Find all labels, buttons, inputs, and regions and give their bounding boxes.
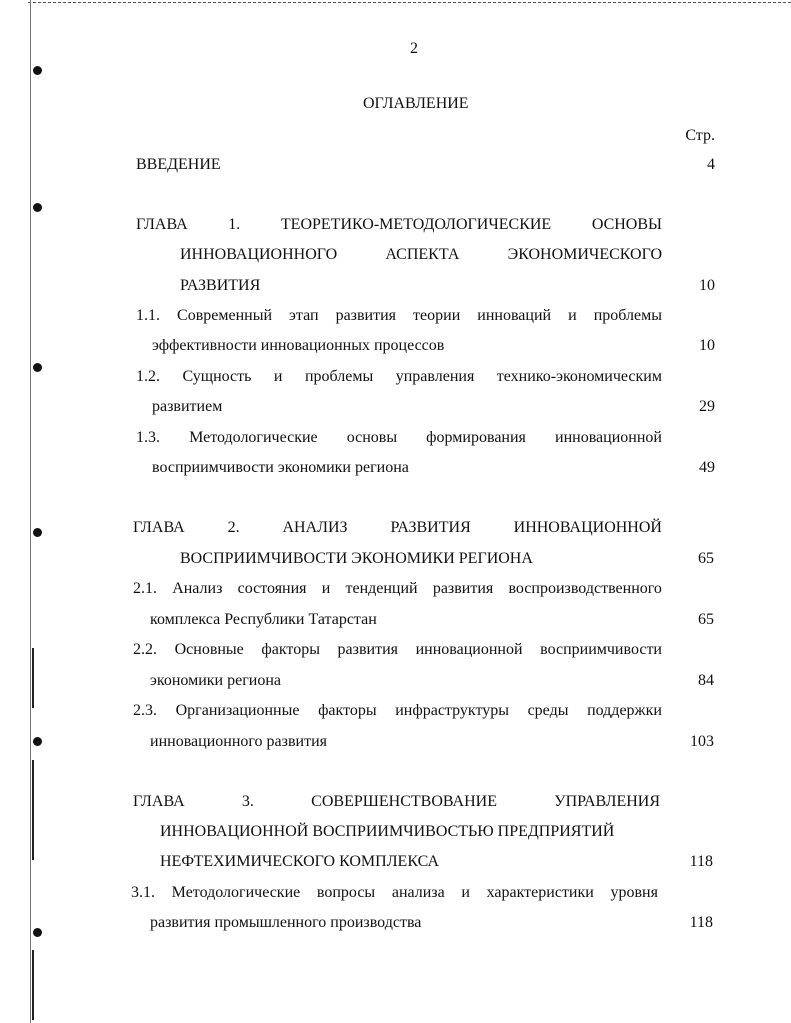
word: восприимчивости: [540, 641, 662, 658]
word: проблемы: [593, 307, 662, 324]
word: среды: [527, 702, 569, 719]
word: факторы: [318, 702, 377, 719]
word: развития: [337, 641, 398, 658]
toc-section-2-1: [133, 580, 662, 598]
word: этап: [289, 307, 319, 324]
scan-top-edge: [28, 2, 791, 3]
word: СОВЕРШЕНСТВОВАНИЕ: [311, 793, 497, 810]
word: и: [461, 884, 470, 901]
toc-chapter-2-heading: [133, 519, 662, 537]
toc-section-2-3: [133, 702, 662, 720]
toc-section-1-3-page: 49: [699, 459, 715, 476]
binding-hole: [33, 528, 42, 537]
scan-margin-mark: [32, 648, 34, 708]
toc-section-1-1: [136, 307, 662, 325]
word: Организационные: [175, 702, 300, 719]
word: тенденций: [345, 580, 418, 597]
word: ГЛАВА: [136, 216, 188, 233]
binding-hole: [33, 363, 42, 372]
toc-intro-label: ВВЕДЕНИЕ: [136, 156, 221, 173]
word: ЭКОНОМИЧЕСКОГО: [507, 246, 662, 263]
toc-chapter-3-heading-line3: НЕФТЕХИМИЧЕСКОГО КОМПЛЕКСА: [160, 853, 440, 870]
word: Современный: [177, 307, 273, 324]
word: управления: [395, 368, 475, 385]
word: ГЛАВА: [133, 793, 185, 810]
toc-chapter-2-page: 65: [698, 550, 714, 567]
word: поддержки: [587, 702, 662, 719]
word: и: [568, 307, 577, 324]
word: факторы: [261, 641, 320, 658]
toc-chapter-1-page: 10: [699, 277, 715, 294]
word: Методологические: [189, 429, 318, 446]
toc-section-1-1-page: 10: [699, 337, 715, 354]
word: УПРАВЛЕНИЯ: [554, 793, 660, 810]
word: ТЕОРЕТИКО-МЕТОДОЛОГИЧЕСКИЕ: [280, 216, 552, 233]
toc-section-3-1: [131, 884, 658, 902]
word: 1.3.: [136, 429, 160, 446]
toc-section-2-3-line2: инновационного развития: [150, 733, 327, 750]
scan-margin-mark: [32, 760, 34, 860]
toc-section-2-1-page: 65: [698, 611, 714, 628]
word: и: [273, 368, 283, 385]
toc-chapter-3-heading-line2: ИННОВАЦИОННОЙ ВОСПРИИМЧИВОСТЬЮ ПРЕДПРИЯТИЙ: [160, 823, 615, 840]
word: Сущность: [182, 368, 252, 385]
toc-section-2-2: [133, 641, 662, 659]
word: инноваций: [477, 307, 552, 324]
toc-section-2-3-page: 103: [690, 733, 714, 750]
word: 2.3.: [133, 702, 157, 719]
word: 2.: [227, 519, 240, 536]
word: развития: [432, 580, 494, 597]
word: ОСНОВЫ: [591, 216, 662, 233]
word: инфраструктуры: [395, 702, 509, 719]
toc-section-1-3: [136, 429, 662, 447]
word: Методологические: [171, 884, 301, 901]
word: 2.2.: [133, 641, 157, 658]
word: 3.: [241, 793, 254, 810]
word: инновационной: [415, 641, 523, 658]
page-number: 2: [410, 40, 418, 57]
toc-section-1-2: [136, 368, 662, 386]
toc-chapter-3-heading: [133, 793, 660, 811]
binding-hole: [33, 737, 42, 746]
word: теории: [413, 307, 461, 324]
word: развития: [335, 307, 397, 324]
word: формирования: [426, 429, 526, 446]
page-column-label: Стр.: [685, 127, 715, 144]
word: 3.1.: [131, 884, 155, 901]
word: уровня: [610, 884, 658, 901]
word: технико-экономическим: [496, 368, 662, 385]
toc-section-3-1-line2: развития промышленного производства: [150, 914, 422, 931]
toc-section-2-1-line2: комплекса Республики Татарстан: [150, 611, 377, 628]
toc-section-1-2-page: 29: [699, 398, 715, 415]
word: анализа: [391, 884, 445, 901]
toc-chapter-3-page: 118: [689, 853, 713, 870]
word: 1.: [228, 216, 241, 233]
toc-section-1-2-line2: развитием: [152, 398, 223, 415]
binding-hole: [33, 928, 42, 937]
word: АСПЕКТА: [385, 246, 460, 263]
word: основы: [346, 429, 398, 446]
toc-section-1-1-line2: эффективности инновационных процессов: [152, 337, 445, 354]
toc-section-2-2-page: 84: [698, 672, 714, 689]
toc-section-1-3-line2: восприимчивости экономики региона: [152, 459, 409, 476]
word: инновационной: [555, 429, 662, 446]
scan-left-edge: [30, 0, 31, 1023]
word: вопросы: [316, 884, 376, 901]
word: ГЛАВА: [133, 519, 185, 536]
toc-chapter-1-heading-line2: [180, 246, 662, 264]
word: характеристики: [486, 884, 594, 901]
page-title: ОГЛАВЛЕНИЕ: [363, 95, 469, 112]
binding-hole: [33, 66, 42, 75]
word: 2.1.: [133, 580, 157, 597]
word: воспроизводственного: [508, 580, 662, 597]
word: проблемы: [304, 368, 374, 385]
toc-chapter-1-heading: [136, 216, 662, 234]
word: Анализ: [172, 580, 223, 597]
word: 1.1.: [136, 307, 160, 324]
binding-hole: [33, 203, 42, 212]
toc-section-3-1-page: 118: [689, 914, 713, 931]
word: РАЗВИТИЯ: [390, 519, 471, 536]
word: и: [321, 580, 331, 597]
word: ИННОВАЦИОННОГО: [180, 246, 338, 263]
toc-chapter-1-heading-line3: РАЗВИТИЯ: [180, 277, 261, 294]
toc-section-2-2-line2: экономики региона: [150, 672, 281, 689]
word: 1.2.: [136, 368, 160, 385]
scan-margin-mark: [32, 950, 34, 1020]
toc-intro-page: 4: [707, 156, 715, 173]
word: Основные: [174, 641, 244, 658]
word: АНАЛИЗ: [282, 519, 348, 536]
toc-chapter-2-heading-line2: ВОСПРИИМЧИВОСТИ ЭКОНОМИКИ РЕГИОНА: [180, 550, 533, 567]
word: состояния: [237, 580, 307, 597]
word: ИННОВАЦИОННОЙ: [513, 519, 662, 536]
